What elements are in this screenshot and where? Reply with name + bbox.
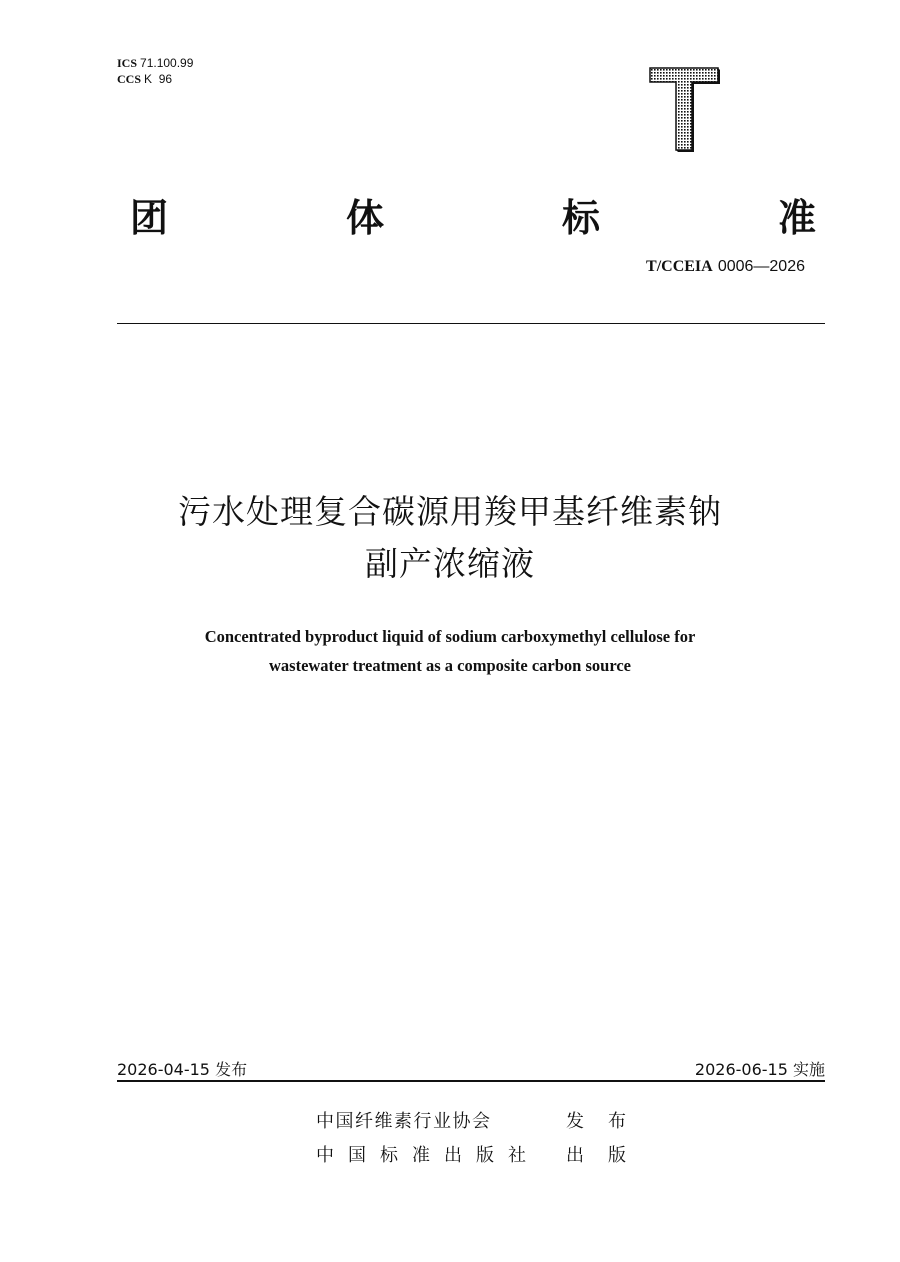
title-char: 标 xyxy=(561,195,600,240)
issuer-role xyxy=(566,1107,626,1133)
ics-value: 71.100.99 xyxy=(140,56,194,70)
english-title-line: wastewater treatment as a composite carbon source xyxy=(268,656,631,675)
press-char: 出 xyxy=(444,1145,462,1166)
standard-number xyxy=(646,256,805,276)
role-char: 布 xyxy=(608,1111,626,1132)
english-title-line: Concentrated byproduct liquid of sodium carboxymethyl cellulose for xyxy=(204,627,696,646)
english-title xyxy=(100,622,800,680)
standard-type-title xyxy=(130,190,816,238)
chinese-title xyxy=(90,486,810,590)
category-mark-text: T xyxy=(648,66,649,67)
role-char: 发 xyxy=(566,1111,584,1132)
chinese-title-line: 污水处理复合碳源用羧甲基纤维素钠 xyxy=(178,492,722,531)
ics-code xyxy=(117,55,193,71)
title-char: 团 xyxy=(130,195,169,240)
ccs-value: K 96 xyxy=(144,72,173,86)
press-char: 中 xyxy=(316,1145,334,1166)
standard-number-value: 0006—2026 xyxy=(717,258,805,275)
press-char: 标 xyxy=(380,1145,398,1166)
publish-date: 2026-04-15 发布 xyxy=(117,1060,248,1079)
implement-date: 2026-06-15 实施 xyxy=(694,1060,825,1079)
issuer-name: 中国纤维素行业协会 xyxy=(316,1111,492,1132)
classification-codes xyxy=(117,55,193,87)
press-char: 国 xyxy=(348,1145,366,1166)
press-role xyxy=(566,1141,626,1167)
ccs-code xyxy=(117,71,193,87)
role-char: 出 xyxy=(566,1145,584,1166)
ics-label: ICS xyxy=(117,56,138,70)
title-char: 体 xyxy=(345,195,384,240)
press-char: 准 xyxy=(412,1145,430,1166)
standard-number-prefix: T/CCEIA xyxy=(646,258,713,275)
role-char: 版 xyxy=(608,1145,626,1166)
press-char: 版 xyxy=(476,1145,494,1166)
bottom-divider xyxy=(117,1080,825,1082)
chinese-title-line: 副产浓缩液 xyxy=(365,544,535,583)
press-char: 社 xyxy=(508,1145,526,1166)
top-divider xyxy=(117,323,825,324)
ccs-label: CCS xyxy=(117,72,142,86)
title-char: 准 xyxy=(777,195,816,240)
t-category-logo xyxy=(648,66,722,152)
press-name xyxy=(316,1141,526,1167)
